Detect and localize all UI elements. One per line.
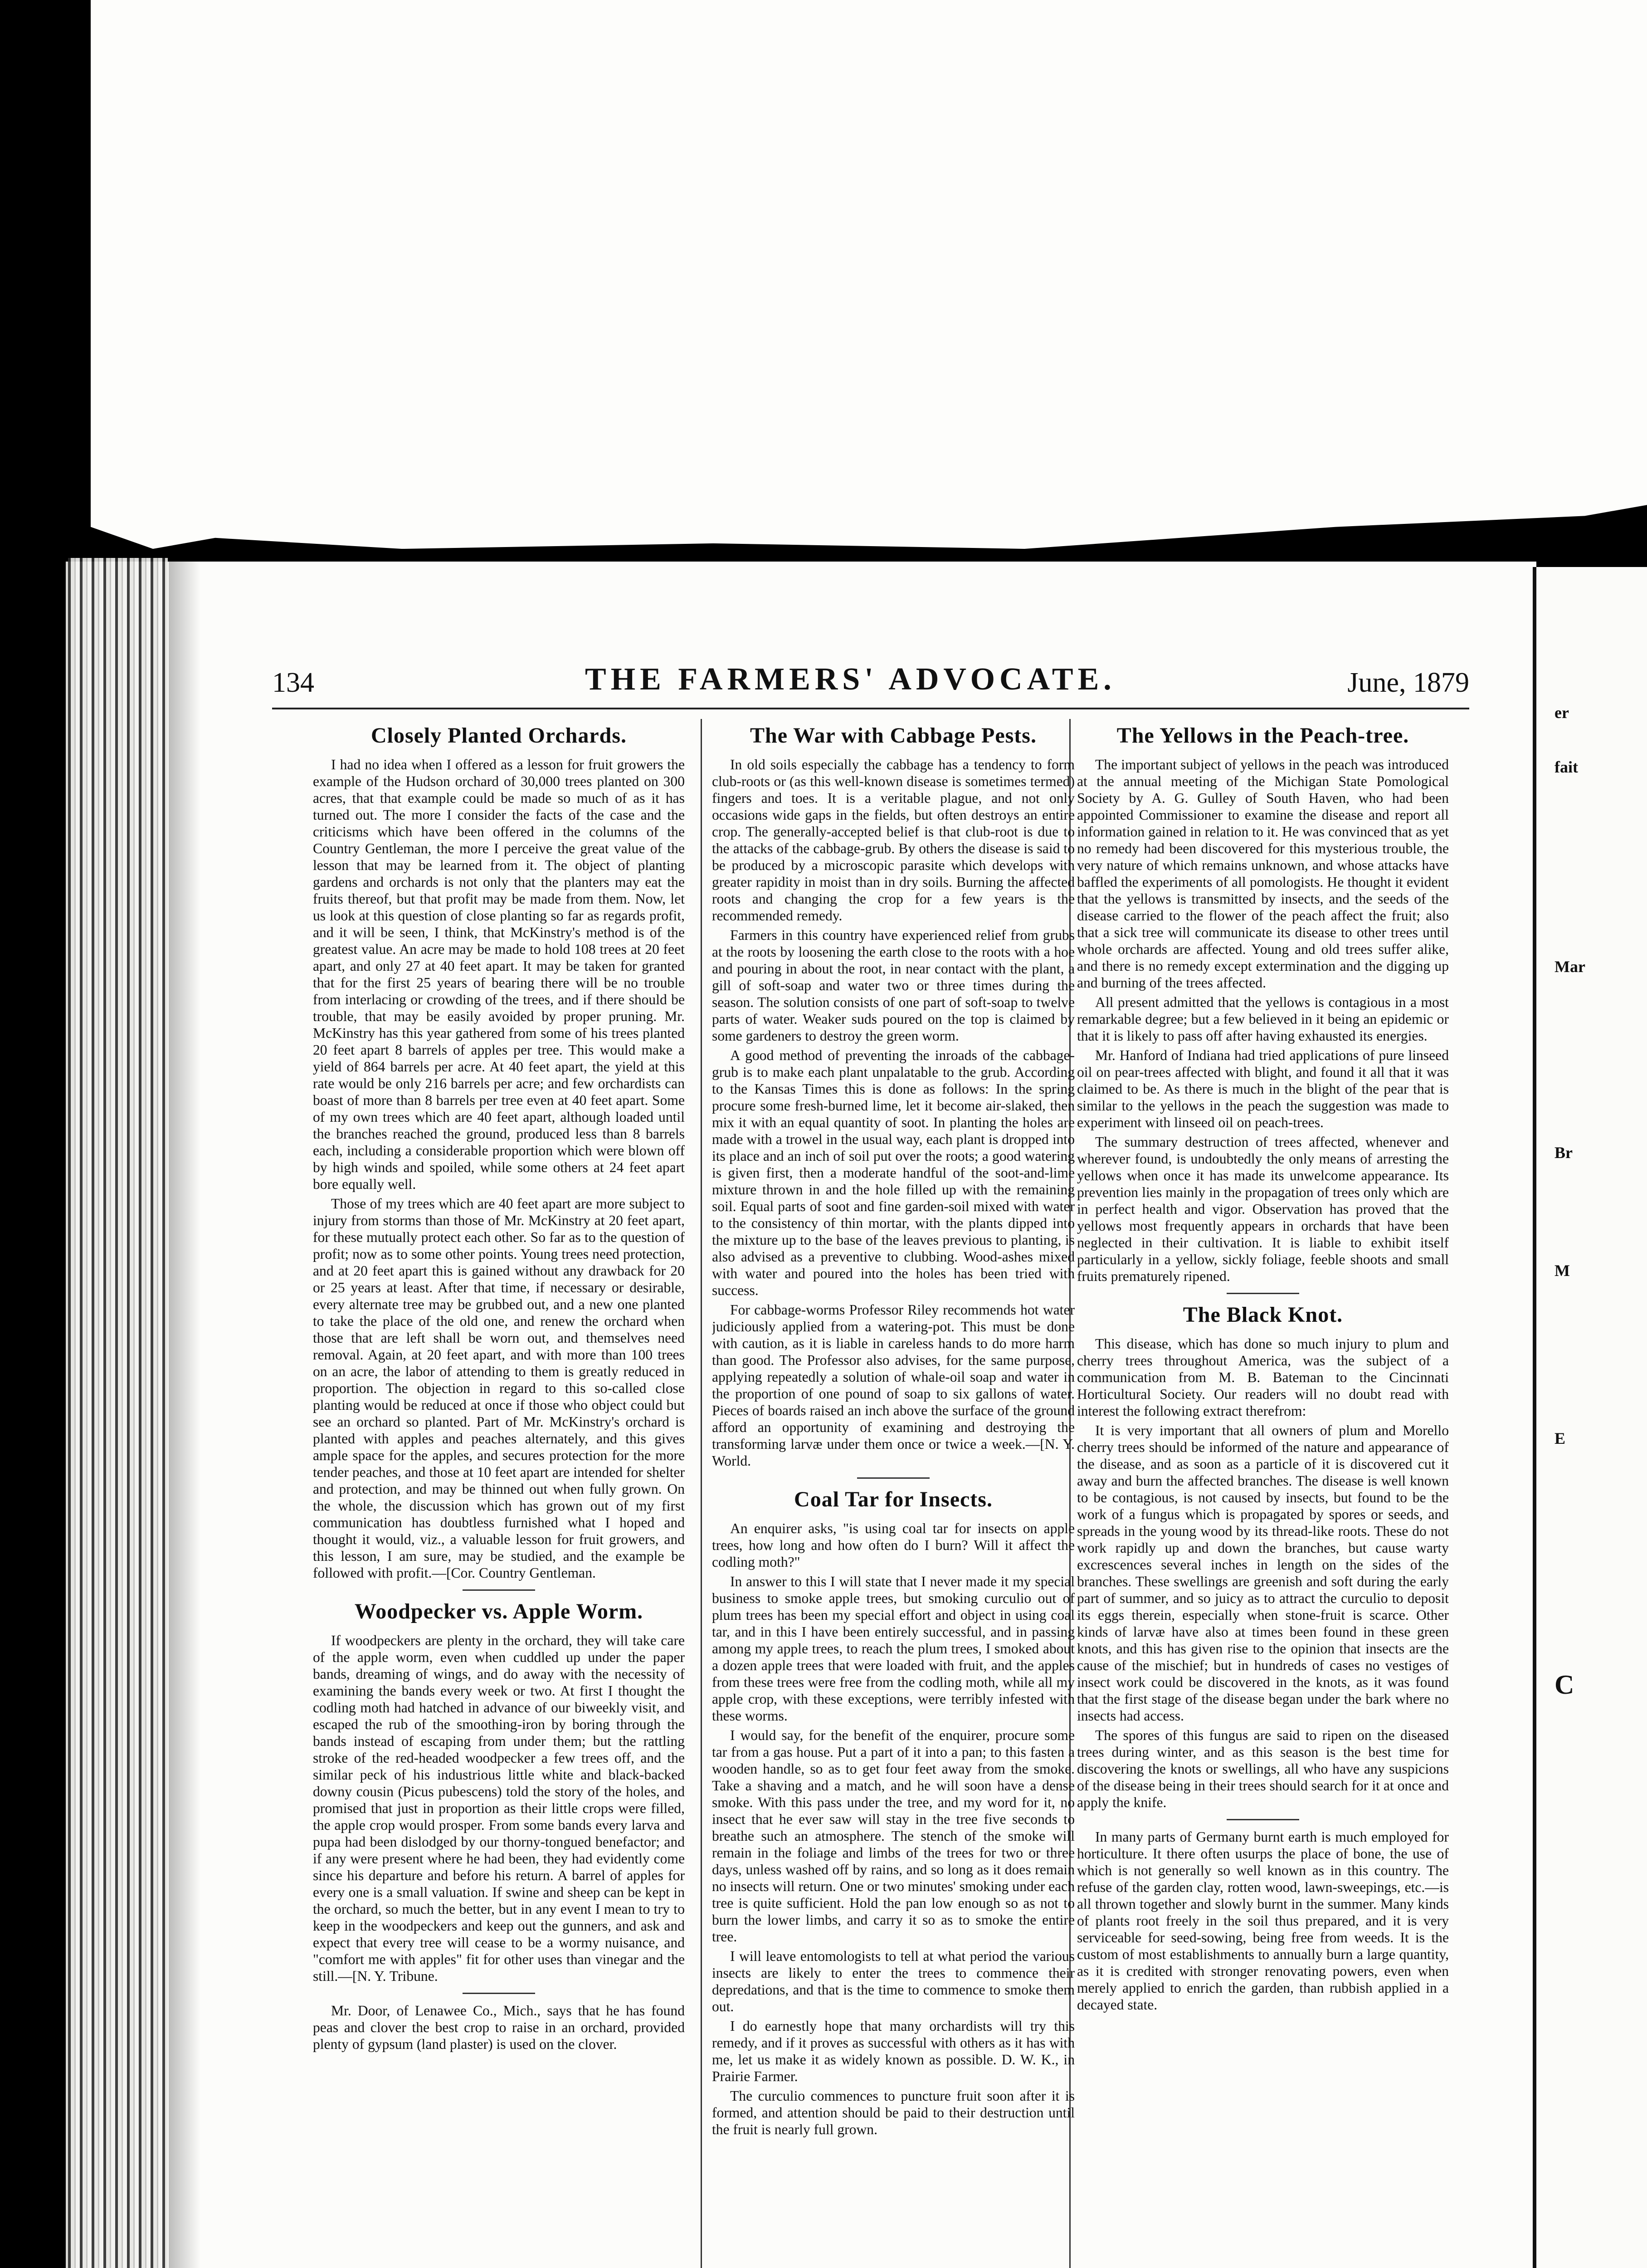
article-paragraph: I had no idea when I offered as a lesson for fruit growers the example of the Hudson orchard of 30,000 trees planted on 300 acres, that that example could be made so much of as it has turned out. The more I consider the facts of the case and the criticisms which have been offered in the columns of the Country Gentleman, the more I perceive the great value of the lesson that may be learned from it. The object of planting gardens and orchards is not only that the planters may eat the fruits thereof, but that profit may be made from them. Now, let us look at this question of close planting so far as regards profit, and it will be seen, I think, that McKinstry's method is of the greatest value. An acre may be made to hold 108 trees at 20 feet apart, and only 27 at 40 feet apart. It may be taken for granted that for the first 25 years of bearing there will be no trouble from interlacing or crowding of the trees, and if there should be trouble, that may be easily avoided by proper pruning. Mr. McKinstry has this year gathered from some of his trees planted 20 feet apart 8 barrels of apples per tree. This would make a yield of 864 barrels per acre. At 40 feet apart, the yield at this rate would be only 216 barrels per acre; and few orchardists can boast of more than 8 barrels per tree even at 40 feet apart. Some of my own trees which are 40 feet apart, although loaded until the branches reached the ground, produced less than 8 barrels each, including a considerable proportion which were blown off by high winds and spoiled, while some others at 24 feet apart bore equally well.: [313, 757, 685, 1192]
article-divider: [463, 1993, 535, 1994]
article-headline: Coal Tar for Insects.: [794, 1487, 993, 1511]
issue-date: June, 1879: [1347, 667, 1469, 698]
article-headline: The Yellows in the Peach-tree.: [1116, 723, 1409, 748]
facing-page-text: fait: [1554, 758, 1578, 776]
article-paragraph: A good method of preventing the inroads of the cabbage-grub is to make each plant unpalatable to the grub. According to the Kansas Times this is done as follows: In the spring procure some fresh-burned lime, let it become air-slaked, then mix it with an equal quantity of soot. In planting the holes are made with a trowel in the usual way, each plant is dropped into its place and an inch of soil put over the roots; a good watering is given first, then a moderate handful of the soot-and-lime mixture thrown in and the hole filled up with the remaining soil. Equal parts of soot and fine garden-soil mixed with water to the consistency of thin mortar, with the plants dipped into the mixture up to the base of the leaves previous to planting, is also advised as a preventive to clubbing. Wood-ashes mixed with water and poured into the holes has been tried with success.: [712, 1047, 1075, 1298]
column-rule: [701, 719, 702, 2268]
facing-page-text: M: [1554, 1261, 1570, 1280]
article-paragraph: In answer to this I will state that I never made it my special business to smoke apple trees, but smoking curculio out of plum trees has been my special effort and object in using coal tar, and in this I have been entirely successful, and in passing among my apple trees, to reach the plum trees, I smoked about a dozen apple trees that were loaded with fruit, and the apples from these trees were free from the codling moth, while all my apple crop, with these exceptions, were terribly infested with these worms.: [712, 1574, 1075, 1724]
column-2: [712, 717, 1075, 2268]
article-paragraph: If woodpeckers are plenty in the orchard, they will take care of the apple worm, even when cuddled up under the paper bands, dreaming of wings, and do away with the necessity of examining the bands every week or two. At first I thought the codling moth had hatched in advance of our biweekly visit, and escaped the rub of the smoothing-iron by boring through the bands instead of escaping from under them; but the rattling stroke of the red-headed woodpecker a few trees off, and the similar peck of his industrious little white and black-backed downy cousin (Picus pubescens) told the story of the holes, and promised that just in proportion as their little crops were filled, the apple crop would prosper. From some bands every larva and pupa had been dislodged by our thorny-tongued benefactor; and if any were present where he had been, they had evidently come since his departure and before his return. A barrel of apples for every one is a small valuation. If swine and sheep can be kept in the orchard, so much the better, but in any event I mean to try to keep in the woodpeckers and keep out the gunners, and ask and expect that every tree will cease to be a wormy nuisance, and "comfort me with apples" fit for other uses than vinegar and the still.—[N. Y. Tribune.: [313, 1633, 685, 1984]
facing-page-fragment: [1533, 567, 1647, 2268]
article-paragraph: The curculio commences to puncture fruit soon after it is formed, and attention should be paid to their destruction until the fruit is nearly full grown.: [712, 2088, 1075, 2137]
article-paragraph: Farmers in this country have experienced relief from grubs at the roots by loosening the earth close to the roots with a hoe and pouring in about the root, in near contact with the plant, a gill of soft-soap and water two or three times during the season. The solution consists of one part of soft-soap to twelve parts of water. Weaker suds poured on the top is claimed by some gardeners to destroy the green worm.: [712, 927, 1075, 1044]
article-paragraph: For cabbage-worms Professor Riley recommends hot water judiciously applied from a watering-pot. This must be done with caution, as it is liable in careless hands to do more harm than good. The Professor also advises, for the same purpose, applying repeatedly a solution of whale-oil soap and water in the proportion of one pound of soap to six gallons of water. Pieces of boards raised an inch above the surface of the ground afford an opportunity of examining and destroying the transforming larvæ under them once or twice a week.—[N. Y. World.: [712, 1302, 1075, 1469]
article-paragraph: All present admitted that the yellows is contagious in a most remarkable degree; but a few believed in it being an epidemic or that it is likely to pass off after having exhausted its energies.: [1077, 994, 1449, 1044]
article-paragraph: The important subject of yellows in the peach was introduced at the annual meeting of the Michigan State Pomological Society by A. G. Gulley of South Haven, who had been appointed Commissioner to examine the disease and report all information gained in relation to it. He was convinced that as yet no remedy had been discovered for this mysterious trouble, the very nature of which remains unknown, and whose attacks have baffled the experiments of all pomologists. He thought it evident that the yellows is transmitted by insects, and the seeds of the disease carried to the flower of the peach affect the fruit; also that a sick tree will communicate its disease to other trees until whole orchards are affected. Young and old trees suffer alike, and there is no remedy except extermination and the digging up and burning of the trees affected.: [1077, 757, 1449, 991]
article-paragraph: It is very important that all owners of plum and Morello cherry trees should be informed of the nature and appearance of the disease, and as soon as a particle of it is discovered cut it away and burn the affected branches. The disease is well known to be contagious, is not caused by insects, but found to be the work of a fungus which is propagated by spores or seeds, and spreads in the young wood by its thread-like roots. These do not work rapidly up and down the branches, but cause warty excrescences several inches in length on the sides of the branches. These swellings are greenish and soft during the early part of summer, and so juicy as to attract the curculio to deposit its eggs therein, especially when stone-fruit is scarce. Other kinds of larvæ have also at times been found in these green knots, and this has given rise to the opinion that insects are the cause of the mischief; but in hundreds of cases no vestiges of insect work could be discovered in the knots, as it was found that the first stage of the disease began under the bark where no insects had access.: [1077, 1422, 1449, 1724]
previous-page-fragment: [91, 0, 1647, 549]
article-paragraph: I would say, for the benefit of the enquirer, procure some tar from a gas house. Put a part of it into a pan; to this fasten a wooden handle, so as to get four feet away from the smoke. Take a shaving and a match, and he will soon have a dense smoke. With this pass under the tree, and my word for it, no insect that he ever saw will stay in the tree five seconds to breathe such an atmosphere. The stench of the smoke will remain in the foliage and limbs of the trees for two or three days, unless washed off by rains, and so long as it does remain no insects will return. One or two minutes' smoking under each tree is quite sufficient. Hold the pan low enough so as not to burn the lower limbs, and carry it so as to smoke the entire tree.: [712, 1727, 1075, 1945]
article-paragraph: I do earnestly hope that many orchardists will try this remedy, and if it proves as successful with others as it has with me, let us make it as widely known as possible. D. W. K., in Prairie Farmer.: [712, 2018, 1075, 2084]
facing-page-text: E: [1554, 1429, 1566, 1447]
article-paragraph: In old soils especially the cabbage has a tendency to form club-roots or (as this well-known disease is sometimes termed) fingers and toes. It is a veritable plague, and not only occasions wide gaps in the fields, but often destroys an entire crop. The generally-accepted belief is that club-root is due to the attacks of the cabbage-grub. By others the disease is said to be produced by a microscopic parasite which develops with greater rapidity in moist than in dry soils. Burning the affected roots and changing the crop for a few years is the recommended remedy.: [712, 757, 1075, 924]
facing-page-text: Mar: [1554, 958, 1585, 976]
column-1: [313, 717, 685, 2268]
article-headline: The War with Cabbage Pests.: [750, 723, 1037, 748]
article-divider: [463, 1589, 535, 1591]
article-headline: Closely Planted Orchards.: [370, 723, 627, 748]
facing-page-text: Br: [1554, 1144, 1573, 1162]
article-paragraph: The summary destruction of trees affected, whenever and wherever found, is undoubtedly the only means of arresting the yellows when once it has made its unwelcome appearance. Its prevention lies mainly in the propagation of trees only which are in perfect health and vigor. Observation has proved that the yellows most frequently appears in orchards that have been neglected in their cultivation. It is liable to exhibit itself particularly in a yellow, sickly foliage, feeble shoots and small fruits prematurely ripened.: [1077, 1134, 1449, 1284]
book-binding: [68, 558, 168, 2268]
article-paragraph: The spores of this fungus are said to ripen on the diseased trees during winter, and as this season is the best time for discovering the knots or swellings, all who have any suspicions of the disease being in their trees should search for it at once and apply the knife.: [1077, 1727, 1449, 1810]
article-divider: [1227, 1293, 1299, 1294]
article-paragraph: An enquirer asks, "is using coal tar for insects on apple trees, how long and how often do I burn? Will it affect the codling moth?": [712, 1520, 1075, 1570]
facing-page-text: er: [1554, 704, 1569, 722]
masthead: THE FARMERS' ADVOCATE.: [585, 662, 1116, 697]
page-number: 134: [272, 667, 314, 698]
page-header: [272, 658, 1469, 709]
article-divider: [857, 1477, 930, 1479]
article-paragraph: This disease, which has done so much injury to plum and cherry trees throughout America, was the subject of a communication from M. B. Bateman to the Cincinnati Horticultural Society. Our readers will no doubt read with interest the following extract therefrom:: [1077, 1336, 1449, 1419]
article-divider: [1227, 1819, 1299, 1820]
article-paragraph: Mr. Hanford of Indiana had tried applications of pure linseed oil on pear-trees affected with blight, and found it all that it was claimed to be. As there is much in the blight of the pear that is similar to the yellows in the peach the suggestion was made to experiment with linseed oil on peach-trees.: [1077, 1047, 1449, 1130]
article-headline: Woodpecker vs. Apple Worm.: [354, 1599, 643, 1623]
article-headline: The Black Knot.: [1183, 1303, 1343, 1327]
article-paragraph: In many parts of Germany burnt earth is much employed for horticulture. It there often usurps the place of bone, the use of which is not generally so well known as in this country. The refuse of the garden clay, rotten wood, lawn-sweepings, etc.—is all thrown together and slowly burnt in the summer. Many kinds of plants root freely in the soil thus prepared, and it is very serviceable for seed-sowing, being free from weeds. It is the custom of most establishments to annually burn a large quantity, as it is credited with stronger renovating powers, even when merely applied to enrich the garden, than rubbish applied in a decayed state.: [1077, 1829, 1449, 2013]
column-3: [1077, 717, 1449, 2268]
article-paragraph: I will leave entomologists to tell at what period the various insects are likely to enter the trees to commence their depredations, and that is the time to commence to smoke them out.: [712, 1948, 1075, 2014]
article-paragraph: Those of my trees which are 40 feet apart are more subject to injury from storms than those of Mr. McKinstry at 20 feet apart, for these mutually protect each other. So far as to the question of profit; now as to some other points. Young trees need protection, and at 20 feet apart this is gained without any drawback for 20 or 25 years at least. After that time, if necessary or desirable, every alternate tree may be grubbed out, and a new one planted to take the place of the old one, and renew the orchard when those that are left shall be worn out, and themselves need removal. Again, at 20 feet apart, and with more than 100 trees on an acre, the labor of attending to them is greatly reduced in proportion. The objection in regard to this so-called close planting would be reduced at once if those who object could but see an orchard so planted. Part of Mr. McKinstry's orchard is planted with apples and peaches alternately, and this gives ample space for the apples, and secures protection for the more tender peaches, and those at 10 feet apart are intended for shelter and protection, and may be thinned out when fully grown. On the whole, the discussion which has grown out of my first communication has doubtless furnished what I hoped and thought it would, viz., a valuable lesson for fruit growers, and this lesson, I am sure, may be studied, and the example be followed with profit.—[Cor. Country Gentleman.: [313, 1196, 685, 1581]
facing-page-text: C: [1554, 1670, 1574, 1700]
spine-shadow: [169, 558, 200, 2268]
article-paragraph: Mr. Door, of Lenawee Co., Mich., says that he has found peas and clover the best crop to raise in an orchard, provided plenty of gypsum (land plaster) is used on the clover.: [313, 2003, 685, 2052]
